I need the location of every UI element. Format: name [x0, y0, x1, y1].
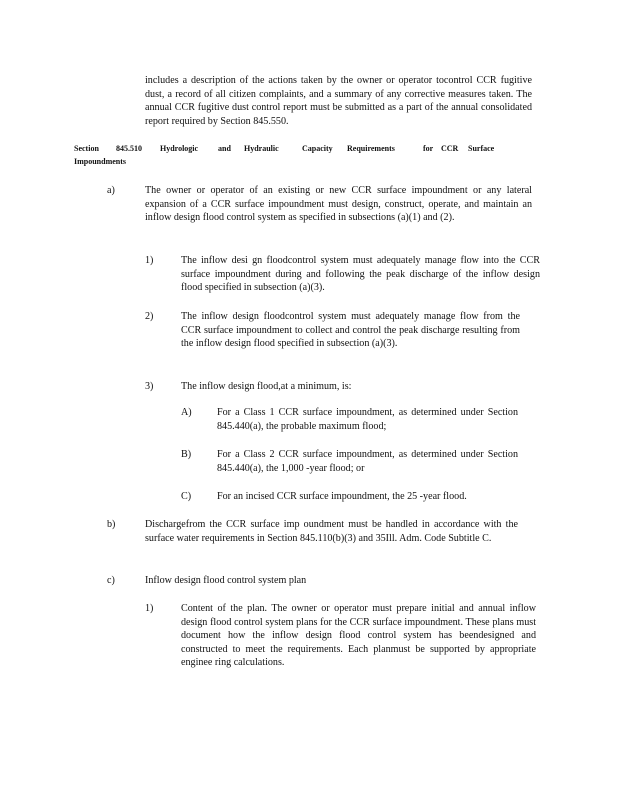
subitem-A-text: For a Class 1 CCR surface impoundment, as determined under Section 845.440(a), the probable maximum flood;: [217, 407, 518, 432]
subsection-b-label: b): [107, 519, 116, 530]
heading-word: Hydrologic: [160, 144, 199, 153]
item-c1-label: 1): [145, 603, 154, 614]
subitem-B-text: For a Class 2 CCR surface impoundment, as determined under Section 845.440(a), the 1,000 -year flood; or: [217, 449, 518, 474]
heading-word: Capacity: [302, 144, 333, 153]
heading-word: Surface: [468, 144, 495, 153]
heading-line-2: Impoundments: [74, 157, 127, 166]
subsection-a-text: The owner or operator of an existing or new CCR surface impoundment or any lateral expansion of a CCR surface impoundment must design, construct, operate, and maintain an inflow design flood control system as specified in subsections (a)(1) and (2).: [145, 185, 532, 224]
item-a2-label: 2): [145, 311, 154, 322]
heading-word: Hydraulic: [244, 144, 279, 153]
heading-word: 845.510: [116, 144, 142, 153]
intro-paragraph: includes a description of the actions taken by the owner or operator tocontrol CCR fugitive dust, a record of all citizen complaints, and a summary of any corrective measures taken. The annual CCR fugitive dust control report must be submitted as a part of the annual consolidated report required by Section 845.550.: [145, 75, 532, 127]
subitem-C-label: C): [181, 491, 192, 502]
subsection-b-text: Dischargefrom the CCR surface imp oundment must be handled in accordance with the surface water requirements in Section 845.110(b)(3) and 35Ill. Adm. Code Subtitle C.: [145, 519, 518, 544]
subitem-B-label: B): [181, 449, 192, 460]
item-a3-label: 3): [145, 381, 154, 392]
subsection-c-label: c): [107, 575, 115, 586]
item-a2-text: The inflow design floodcontrol system must adequately manage flow from the CCR surface impoundment to collect and control the peak discharge resulting from the inflow design flood specified in subsection (a)(3).: [181, 311, 520, 350]
item-c1-text: Content of the plan. The owner or operator must prepare initial and annual inflow design flood control system plans for the CCR surface impoundment. These plans must document how the inflow design flood control system has beendesigned and constructed to meet the requirements. Each planmust be supported by appropriate enginee ring calculations.: [181, 603, 536, 669]
subitem-C-text: For an incised CCR surface impoundment, the 25 -year flood.: [217, 491, 467, 502]
heading-word: CCR: [441, 144, 459, 153]
item-a1-label: 1): [145, 255, 154, 266]
heading-word: Section: [74, 144, 99, 153]
heading-word: for: [423, 144, 434, 153]
heading-word: and: [218, 144, 231, 153]
subitem-A-label: A): [181, 407, 192, 418]
subsection-a-label: a): [107, 185, 115, 196]
subsection-c-text: Inflow design flood control system plan: [145, 575, 307, 586]
item-a1-text: The inflow desi gn floodcontrol system must adequately manage flow into the CCR surface impoundment during and following the peak discharge of the inflow design flood specified in subsection (a)(3).: [181, 255, 540, 294]
item-a3-text: The inflow design flood,at a minimum, is:: [181, 381, 352, 392]
heading-word: Requirements: [347, 144, 395, 153]
